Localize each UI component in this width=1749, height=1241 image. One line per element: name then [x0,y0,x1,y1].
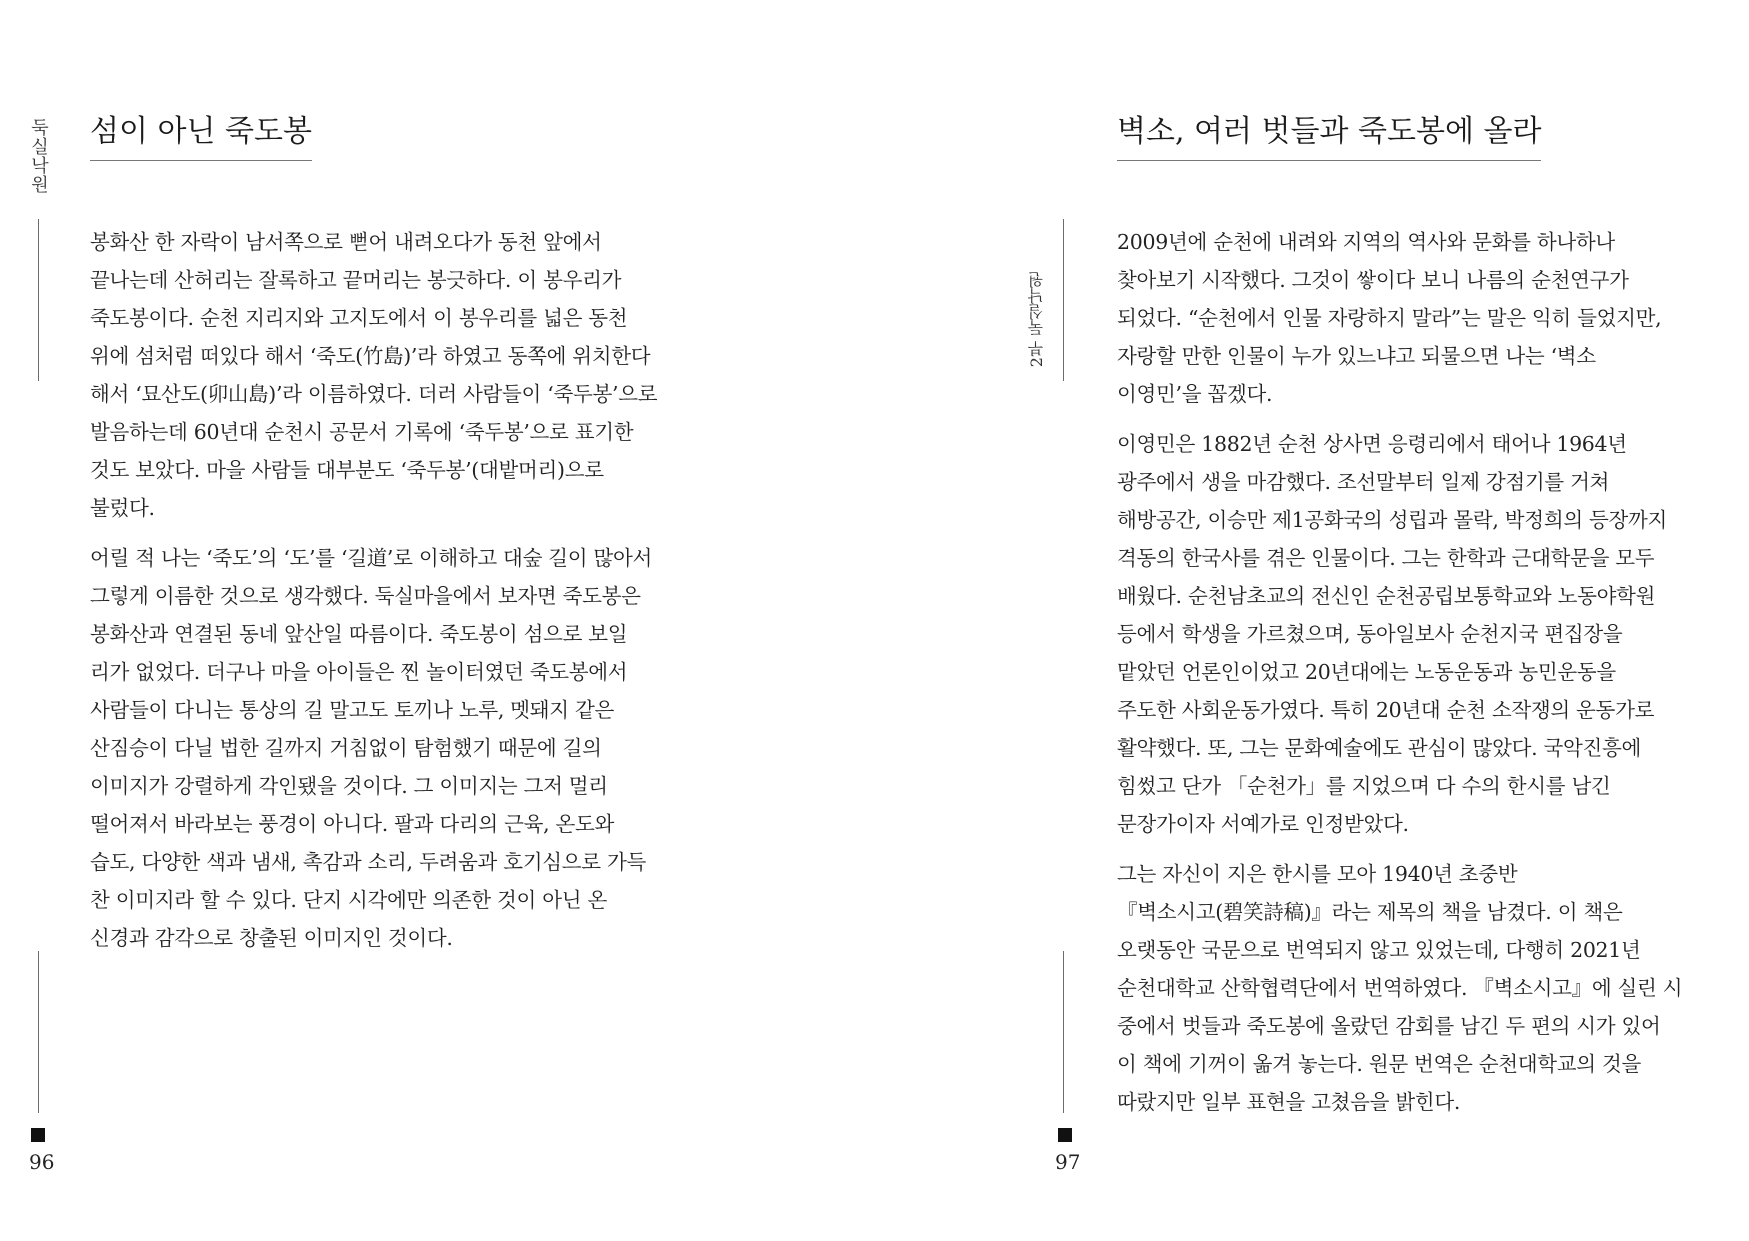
text-line: 위에 섬처럼 떠있다 해서 ‘죽도(竹島)’라 하였고 동쪽에 위치한다 [90,344,651,368]
text-line: 되었다. “순천에서 인물 자랑하지 말라”는 말은 익히 들었지만, [1117,306,1662,330]
text-line: 2009년에 순천에 내려와 지역의 역사와 문화를 하나하나 [1117,230,1615,254]
text-line: 떨어져서 바라보는 풍경이 아니다. 팔과 다리의 근육, 온도와 [90,812,615,836]
text-line: 어릴 적 나는 ‘죽도’의 ‘도’를 ‘길道’로 이해하고 대숲 길이 많아서 [90,546,653,570]
text-line: 것도 보았다. 마을 사람들 대부분도 ‘죽두봉’(대밭머리)으로 [90,458,604,482]
paragraph [1117,855,1683,1121]
text-line: 맡았던 언론인이었고 20년대에는 노동운동과 농민운동을 [1117,660,1616,684]
text-line: 이영민은 1882년 순천 상사면 응령리에서 태어나 1964년 [1117,432,1627,456]
text-line: 그는 자신이 지은 한시를 모아 1940년 초중반 [1117,862,1518,886]
section-title-left: 섬이 아닌 죽도봉 [90,112,312,161]
text-line: 봉화산과 연결된 동네 앞산일 따름이다. 죽도봉이 섬으로 보일 [90,622,628,646]
text-line: 『벽소시고(碧笑詩稿)』라는 제목의 책을 남겼다. 이 책은 [1117,900,1623,924]
paragraph [1117,223,1677,413]
text-line: 활약했다. 또, 그는 문화예술에도 관심이 많았다. 국악진흥에 [1117,736,1642,760]
text-line: 리가 없었다. 더구나 마을 아이들은 찐 놀이터였던 죽도봉에서 [90,660,628,684]
page-number-right: 97 [1055,1150,1081,1174]
text-line: 이미지가 강렬하게 각인됐을 것이다. 그 이미지는 그저 멀리 [90,774,608,798]
text-line: 광주에서 생을 마감했다. 조선말부터 일제 강점기를 거쳐 [1117,470,1610,494]
page-marker-right [1058,1128,1072,1142]
body-text-right [1117,223,1683,1133]
text-line: 죽도봉이다. 순천 지리지와 고지도에서 이 봉우리를 넓은 동천 [90,306,628,330]
body-text-left [90,223,658,969]
page-marker-left [31,1128,45,1142]
text-line: 배웠다. 순천남초교의 전신인 순천공립보통학교와 노동야학원 [1117,584,1656,608]
text-line: 문장가이자 서예가로 인정받았다. [1117,812,1409,836]
text-line: 발음하는데 60년대 순천시 공문서 기록에 ‘죽두봉’으로 표기한 [90,420,634,444]
text-line: 해방공간, 이승만 제1공화국의 성립과 몰락, 박정희의 등장까지 [1117,508,1668,532]
text-line: 힘썼고 단가 「순천가」를 지었으며 다 수의 한시를 남긴 [1117,774,1611,798]
text-line: 사람들이 다니는 통상의 길 말고도 토끼나 노루, 멧돼지 같은 [90,698,615,722]
text-line: 순천대학교 산학협력단에서 번역하였다. 『벽소시고』에 실린 시 [1117,976,1683,1000]
text-line: 오랫동안 국문으로 번역되지 않고 있었는데, 다행히 2021년 [1117,938,1641,962]
text-line: 습도, 다양한 색과 냄새, 촉감과 소리, 두려움과 호기심으로 가득 [90,850,646,874]
text-line: 불렀다. [90,496,155,520]
text-line: 신경과 감각으로 창출된 이미지인 것이다. [90,926,453,950]
text-line: 중에서 벗들과 죽도봉에 올랐던 감회를 남긴 두 편의 시가 있어 [1117,1014,1661,1038]
text-line: 찬 이미지라 할 수 있다. 단지 시각에만 의존한 것이 아닌 온 [90,888,607,912]
text-line: 자랑할 만한 인물이 누가 있느냐고 되물으면 나는 ‘벽소 [1117,344,1596,368]
text-line: 산짐승이 다닐 법한 길까지 거침없이 탐험했기 때문에 길의 [90,736,602,760]
paragraph [90,539,653,957]
paragraph [1117,425,1677,843]
text-line: 주도한 사회운동가였다. 특히 20년대 순천 소작쟁의 운동가로 [1117,698,1655,722]
text-line: 등에서 학생을 가르쳤으며, 동아일보사 순천지국 편집장을 [1117,622,1623,646]
text-line: 찾아보기 시작했다. 그것이 쌓이다 보니 나름의 순천연구가 [1117,268,1629,292]
text-line: 따랐지만 일부 표현을 고쳤음을 밝힌다. [1117,1090,1461,1114]
text-line: 해서 ‘묘산도(卯山島)’라 이름하였다. 더러 사람들이 ‘죽두봉’으로 [90,382,658,406]
text-line: 격동의 한국사를 겪은 인물이다. 그는 한학과 근대학문을 모두 [1117,546,1655,570]
running-head-left: 둑실낙원 [28,118,49,194]
page-number-left: 96 [29,1150,55,1174]
margin-rule-top-left [38,219,39,381]
text-line: 그렇게 이름한 것으로 생각했다. 둑실마을에서 보자면 죽도봉은 [90,584,641,608]
section-title-right: 벽소, 여러 벗들과 죽도봉에 올라 [1117,112,1541,161]
text-line: 봉화산 한 자락이 남서쪽으로 뻗어 내려오다가 동천 앞에서 [90,230,602,254]
margin-rule-bottom-left [38,951,39,1113]
paragraph [90,223,658,527]
running-head-right: 2부 둑실낙원 [1027,272,1046,368]
margin-rule-bottom-right [1063,951,1064,1113]
text-line: 이 책에 기꺼이 옮겨 놓는다. 원문 번역은 순천대학교의 것을 [1117,1052,1642,1076]
text-line: 끝나는데 산허리는 잘록하고 끝머리는 봉긋하다. 이 봉우리가 [90,268,622,292]
margin-rule-top-right [1063,219,1064,381]
text-line: 이영민’을 꼽겠다. [1117,382,1273,406]
